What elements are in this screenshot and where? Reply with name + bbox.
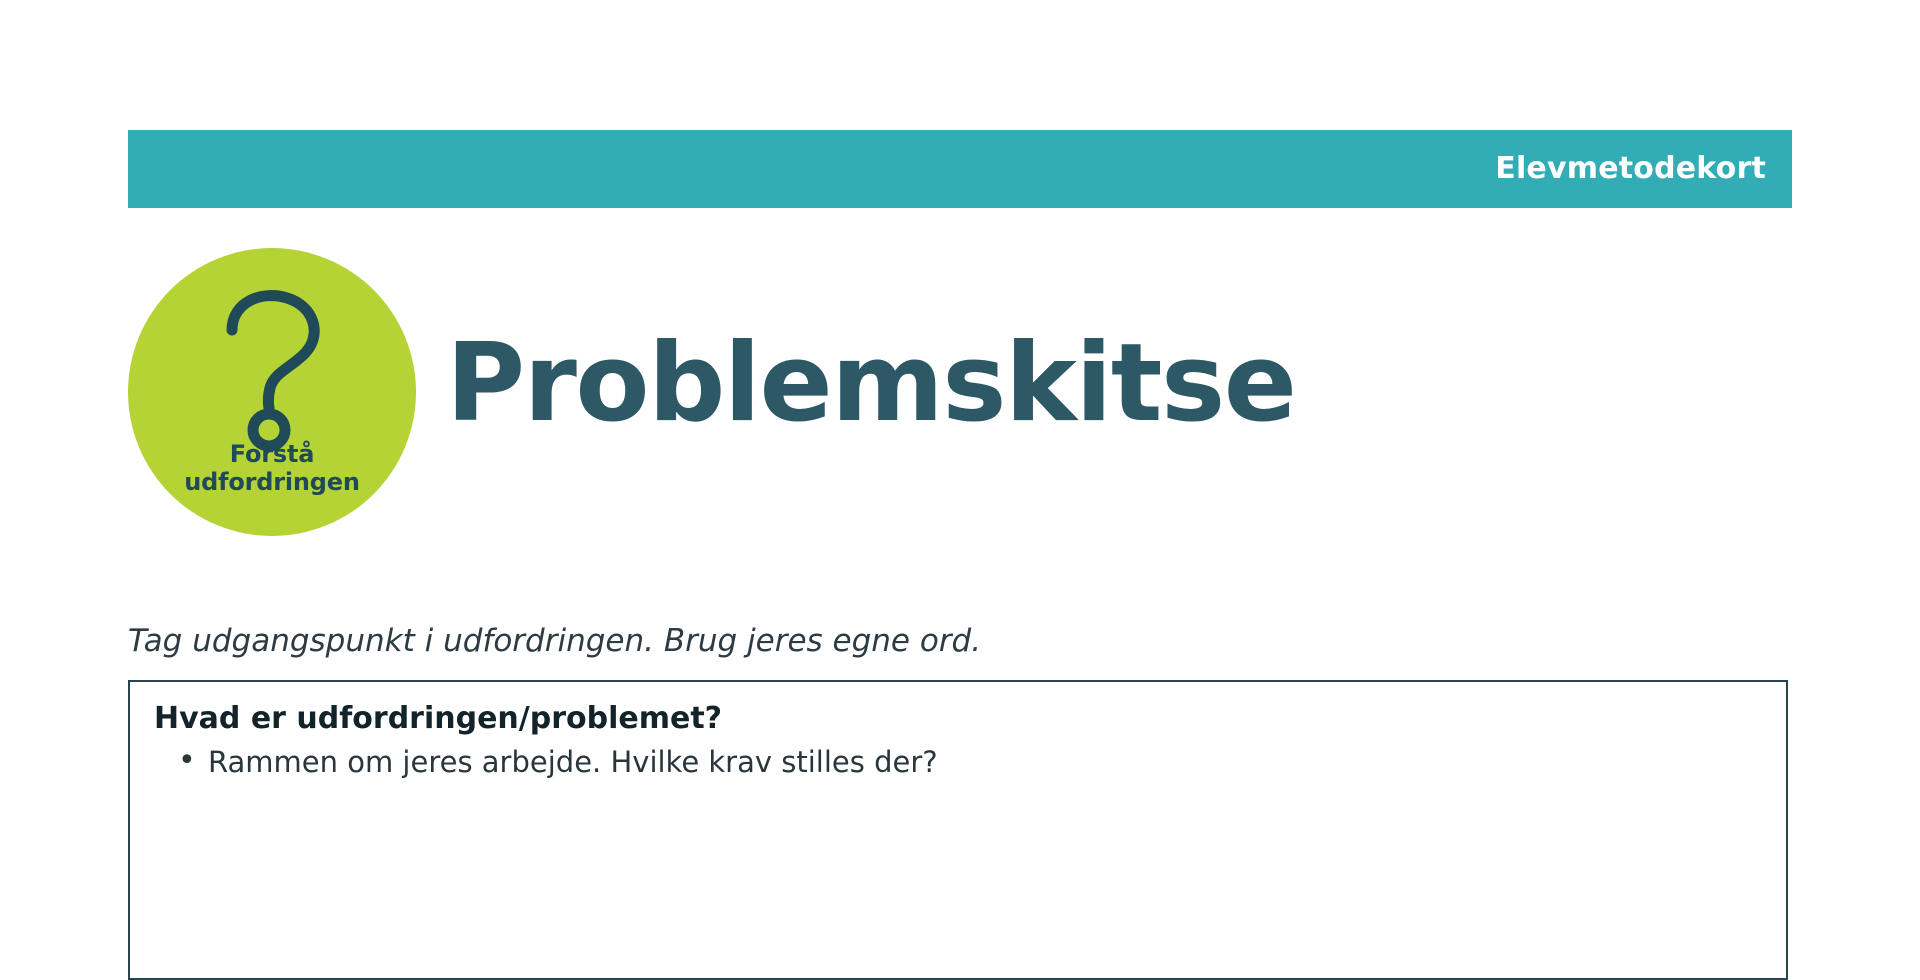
- answer-box-bullet-list: [154, 742, 1762, 783]
- badge-caption-line-2: udfordringen: [184, 468, 360, 497]
- method-badge: [128, 248, 416, 536]
- title-row: [128, 248, 1792, 538]
- badge-caption-line-1: Forstå: [229, 440, 315, 468]
- answer-box[interactable]: [128, 680, 1788, 980]
- intro-text: Tag udgangspunkt i udfordringen. Brug jeres egne ord.: [128, 623, 982, 659]
- banner-label: Elevmetodekort: [1495, 151, 1766, 186]
- badge-caption: [128, 440, 416, 497]
- question-mark-icon: [202, 284, 342, 454]
- page-title: Problemskitse: [446, 321, 1296, 447]
- header-banner: [128, 130, 1792, 208]
- list-item: • Rammen om jeres arbejde. Hvilke krav stilles der?: [154, 742, 1762, 783]
- answer-box-heading: Hvad er udfordringen/problemet?: [154, 701, 723, 736]
